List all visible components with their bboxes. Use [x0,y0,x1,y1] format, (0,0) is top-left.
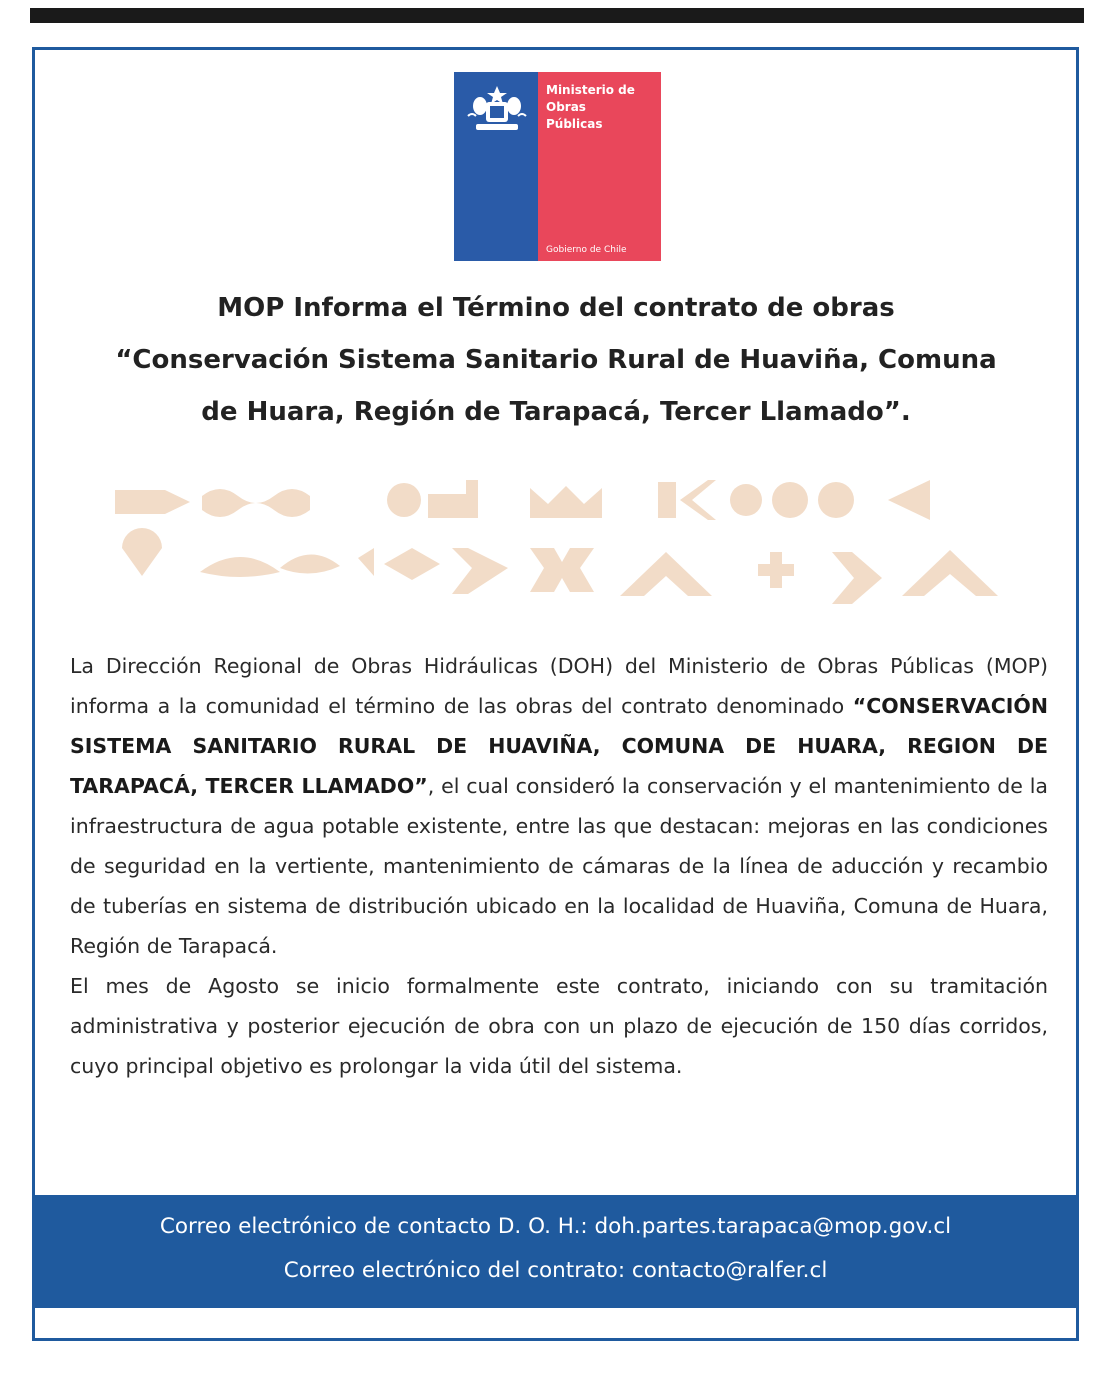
contract-contact-email: Correo electrónico del contrato: contacto@ralfer.cl [283,1258,828,1283]
contact-footer [35,1195,1076,1308]
andean-geometric-pattern-icon [110,468,1010,613]
title-line-3: de Huara, Región de Tarapacá, Tercer Llamado”. [201,397,911,427]
p1-intro: La Dirección Regional de Obras Hidráulicas (DOH) del Ministerio de Obras Públicas (MOP) informa a la comunidad el término de las obras del contrato denominado [70,654,1048,718]
notice-body [70,646,1048,1086]
paragraph-1 [70,646,1048,966]
page-title [60,282,1052,438]
title-line-1: MOP Informa el Término del contrato de obras [217,293,895,323]
mop-logo [454,72,661,261]
logo-red-panel [538,72,661,261]
contract-name: “CONSERVACIÓN SISTEMA SANITARIO RURAL DE HUAVIÑA, COMUNA DE HUARA, REGION DE TARAPACÁ, TERCER LLAMADO” [70,694,1048,798]
logo-ministry-text: Ministerio de Obras Públicas [546,83,635,131]
chile-coat-of-arms-icon [462,80,532,140]
paragraph-2: El mes de Agosto se inicio formalmente este contrato, iniciando con su tramitación administrativa y posterior ejecución de obra con un plazo de ejecución de 150 días corridos, cuyo principal objetivo es prolongar la vida útil del sistema. [70,974,1048,1078]
title-line-2: “Conservación Sistema Sanitario Rural de Huaviña, Comuna [115,345,997,375]
top-black-bar [30,8,1084,23]
logo-blue-panel [454,72,538,261]
logo-government-text: Gobierno de Chile [546,245,627,255]
p1-rest: , el cual consideró la conservación y el mantenimiento de la infraestructura de agua potable existente, entre las que destacan: mejoras en las condiciones de seguridad en la vertiente, mantenimiento de cámaras de la línea de aducción y recambio de tuberías en sistema de distribución ubicado en la localidad de Huaviña, Comuna de Huara, Región de Tarapacá. [70,774,1048,958]
doh-contact-email: Correo electrónico de contacto D. O. H.: doh.partes.tarapaca@mop.gov.cl [159,1214,952,1239]
